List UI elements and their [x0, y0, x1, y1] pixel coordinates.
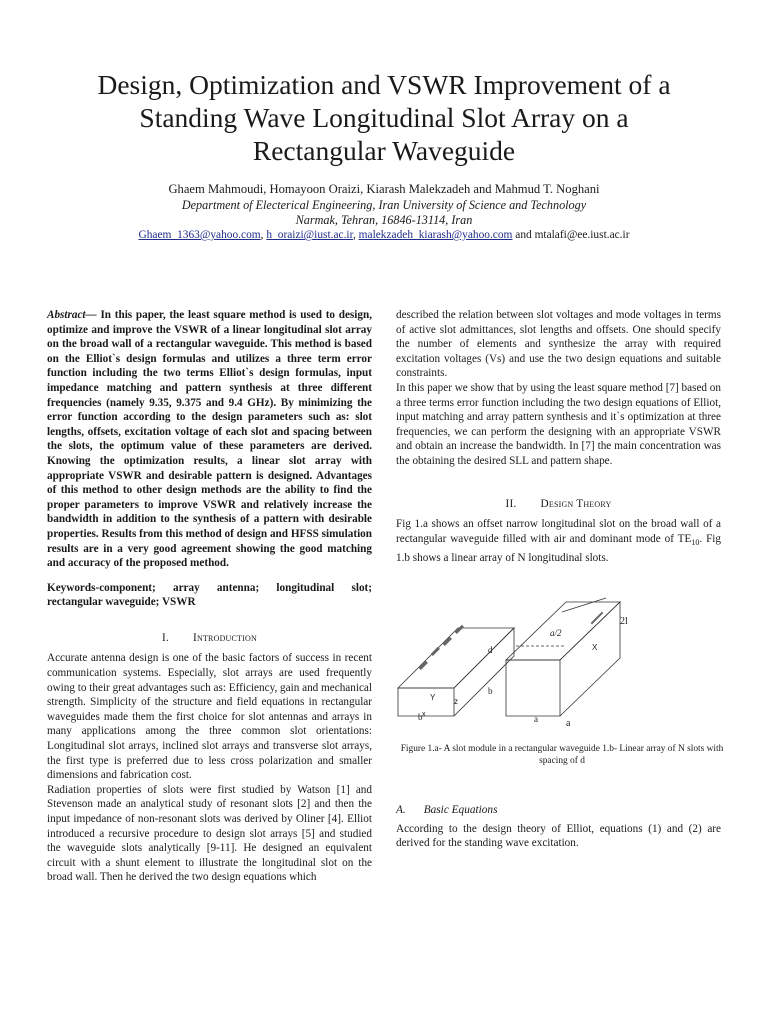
- body-paragraph-2: In this paper we show that by using the least square method [7] based on a three terms error function including the two design equations of Elliot, input matching and array pattern synthesis and it`s optimization at three frequencies, we can perform the designing with an appropriate VSWR and obtain an increase the bandwidth. In [7] the main concentration was the obtaining the desired SLL and pattern shape.: [396, 381, 721, 467]
- email-tail: and mtalafi@ee.iust.ac.ir: [512, 229, 630, 241]
- label-a-array: a: [534, 714, 538, 724]
- left-module-front-face: [398, 688, 454, 716]
- axis-x-label: x: [422, 711, 426, 718]
- figure-waveguide-slot-array: [396, 588, 728, 729]
- title-line-1: Design, Optimization and VSWR Improvement of a: [97, 69, 671, 100]
- basic-equations-paragraph: According to the design theory of Elliot, equations (1) and (2) are derived for the standing wave excitation.: [396, 822, 721, 850]
- section-heading-introduction: [47, 631, 372, 646]
- label-d: d: [488, 645, 493, 655]
- email-list: [40, 229, 728, 241]
- section-number: II.: [505, 497, 517, 510]
- mode-subscript: 10: [691, 537, 700, 547]
- email-link-2[interactable]: h_oraizi@iust.ac.ir: [266, 229, 353, 241]
- axis-x-array-label: X: [592, 643, 598, 652]
- slot-mark-long: [591, 612, 604, 625]
- label-2l: 2l: [620, 616, 628, 627]
- subsection-heading: [396, 803, 721, 818]
- abstract: [47, 308, 372, 571]
- label-a-half: a/2: [550, 628, 562, 638]
- section-title: Design Theory: [540, 497, 612, 510]
- section-number: I.: [162, 631, 170, 644]
- paper-title: [40, 68, 728, 167]
- right-column: [396, 308, 721, 565]
- design-theory-text-end: . Fig 1.b shows a linear array of N longitudinal slots.: [396, 532, 721, 564]
- label-a-figure: a: [566, 718, 571, 729]
- intro-paragraph-2: Radiation properties of slots were first studied by Watson [1] and Stevenson made an analytical study of resonant slots [2] and then the input impedance of non-resonant slots was derived by Oliner [4]. Elliot introduced a recursive procedure to design slot arrays [5] and studied the waveguide slots analytically [9-11]. He designed an equivalent circuit with a shunt element to illustrate the longitudinal slot on the broad wall. Then he derived the two design equations which: [47, 783, 372, 884]
- label-b-left: b: [488, 686, 493, 696]
- label-b-right: b: [418, 712, 423, 722]
- axis-y-label: Y: [430, 693, 436, 702]
- affiliation-line-1: Department of Electerical Engineering, Iran University of Science and Technology: [181, 198, 587, 212]
- left-column: [47, 308, 372, 885]
- body-paragraph-1: described the relation between slot voltages and mode voltages in terms of active slot admittances, slot lengths and offsets. One should specify the number of elements and synthesize the array with required excitation voltages (Vs) and use the two design equations and suitable constraints.: [396, 309, 721, 380]
- email-link-3[interactable]: malekzadeh_kiarash@yahoo.com: [358, 229, 513, 241]
- left-module-top-face: [398, 628, 514, 688]
- figure-caption: Figure 1.a- A slot module in a rectangular waveguide 1.b- Linear array of N slots with spacing of d: [400, 744, 724, 766]
- design-theory-paragraph: [396, 517, 721, 565]
- right-array-top-face: [506, 602, 620, 660]
- left-module-side-face: [454, 628, 514, 716]
- intro-paragraph-1: Accurate antenna design is one of the basic factors of success in recent communication systems. Especially, slot arrays are used frequently owing to their great advantages such as: Efficiency, gain and mechanical strength. Simplicity of the structure and field equations in rectangular waveguides made them the first choice for slot antennas and arrays in many applications among the three common slot orientations: Longitudinal slot arrays, inclined slot arrays and transverse slot arrays, the first type is preferred due to less cross polarization and smaller dimensions and fabrication cost.: [47, 652, 372, 782]
- section-title: Introduction: [193, 631, 257, 644]
- subsection-basic-equations: [396, 803, 721, 851]
- email-link-1[interactable]: Ghaem_1363@yahoo.com: [138, 229, 261, 241]
- section-heading-design-theory: [396, 497, 721, 512]
- axis-z-label: z: [454, 697, 458, 706]
- title-line-3: Rectangular Waveguide: [252, 135, 516, 166]
- title-line-2: Standing Wave Longitudinal Slot Array on a: [139, 102, 629, 133]
- slot-mark: [431, 647, 440, 656]
- abstract-body: In this paper, the least square method is used to design, optimize and improve the VSWR of a linear longitudinal slot array on the broad wall of a rectangular waveguide. This method is based on the Elliot`s design formulas and utilizes a three term error function including the two terms Elliot`s design formulas, input impedance matching and pattern synthesis at three different frequencies (namely 9.35, 9.375 and 9.4 GHz). By minimizing the error function according to the design parameters such as: slot lengths, offsets, excitation voltage of each slot and spacing between the slots, the optimum value of these parameters are derived. Knowing the optimization results, a linear slot array with appropriate VSWR and desirable pattern is designed. Advantages of this method to other design methods are the ability to find the proper parameters to improve VSWR and relatively increase the bandwidth in addition to the synthesis of a pattern with desirable properties. Results from this method of design and HFSS simulation results are in a very good agreement showing the good matching and accuracy of the proposed method.: [47, 309, 372, 570]
- subsection-title: Basic Equations: [423, 804, 498, 816]
- abstract-lead: Abstract—: [47, 309, 97, 321]
- email-separator: ,: [260, 229, 264, 241]
- keywords: Keywords-component; array antenna; longitudinal slot; rectangular waveguide; VSWR: [47, 581, 372, 609]
- affiliation-line-2: Narmak, Tehran, 16846-13114, Iran: [295, 213, 473, 227]
- right-array-side-face: [560, 602, 620, 716]
- author-list: Ghaem Mahmoudi, Homayoon Oraizi, Kiarash Malekzadeh and Mahmud T. Noghani: [168, 182, 600, 196]
- design-theory-text: Fig 1.a shows an offset narrow longitudinal slot on the broad wall of a rectangular waveguide filled with air and dominant mode of TE: [396, 518, 721, 545]
- email-separator: ,: [352, 229, 356, 241]
- subsection-number: A.: [396, 804, 406, 816]
- right-array-front-face: [506, 660, 560, 716]
